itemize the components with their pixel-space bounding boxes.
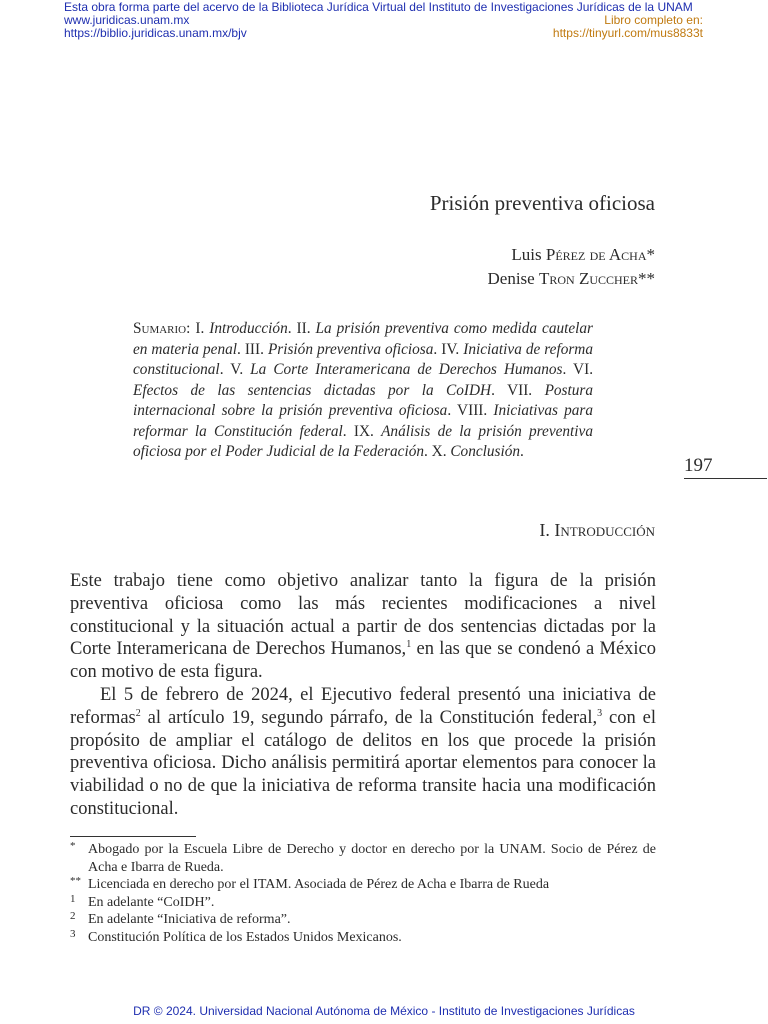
author-surname: Tron Zuccher [538,269,638,288]
footnote-mark: 1 [70,892,76,905]
summary-num: IX. [353,422,374,440]
paragraph-1: Este trabajo tiene como objetivo analizar tanto la figura de la prisión preventiva oficiosa como las más recientes modificaciones a nivel constitucional y la situación actual a partir de dos sentencias dictadas por la Corte Interamericana de Derechos Humanos,$^1$ en las que se condenó a México con motivo de esta figura. [70,571,657,683]
footnote-ref[interactable]: 1 [406,639,412,651]
summary-item: Iniciativas para reformar la Constitución federal [133,402,594,440]
copyright-footer: DR © 2024. Universidad Nacional Autónoma de México - Instituto de Investigaciones Jurídicas [133,1004,635,1018]
footnote [70,876,656,894]
header-notice: Esta obra forma parte del acervo de la Biblioteca Jurídica Virtual del Instituto de Investigaciones Jurídicas de la UNAM [64,0,693,14]
summary-label: Sumario [133,320,187,337]
author-first-name: Denise [487,269,539,288]
summary-num: II. [296,320,311,337]
summary-num: VIII. [457,402,488,419]
summary-num: III. [244,340,264,358]
summary-num: X. [431,443,447,460]
author-first-name: Luis [511,245,546,264]
footnote [70,911,656,929]
summary-num: VI. [573,361,594,378]
footnote [70,841,656,876]
author-2 [488,269,656,289]
summary-item: La prisión preventiva como medida cautelar en materia penal [133,320,594,358]
summary-item: Prisión preventiva oficiosa [267,340,434,358]
footnotes [70,841,656,946]
summary-item: Conclusión [450,443,521,460]
footnote-text: Abogado por la Escuela Libre de Derecho y doctor en derecho por la UNAM. Socio de Pérez de Acha e Ibarra de Rueda. [88,842,656,875]
bjv-link[interactable]: https://biblio.juridicas.unam.mx/bjv [64,26,247,40]
footnote-text: En adelante “CoIDH”. [88,894,215,910]
paragraph-2: El 5 de febrero de 2024, el Ejecutivo federal presentó una iniciativa de reformas$^2$ al artículo 19, segundo párrafo, de la Constitución federal,$^3$ con el propósito de ampliar el catálogo de delitos en los que procede la prisión preventiva oficiosa. Dicho análisis permitirá aportar elementos para conocer la viabilidad o no de que la iniciativa de reforma transite hacia una modificación constitucional. [70,684,657,819]
summary-num: VII. [507,381,533,399]
summary-item: Efectos de las sentencias dictadas por la CoIDH [133,381,492,399]
summary-num: V. [230,361,244,378]
footnote-mark: 2 [70,910,76,922]
footnote-text: En adelante “Iniciativa de reforma”. [88,912,291,927]
author-surname: Pérez de Acha [545,245,647,264]
author-1 [511,245,655,265]
section-heading [539,520,655,541]
book-label: Libro completo en: [604,13,703,27]
footnote-mark: 3 [70,927,76,940]
summary-item: Introducción [209,320,288,337]
summary-item: La Corte Interamericana de Derechos Humanos [250,361,563,378]
footnote [70,894,656,912]
footnote-mark: ** [70,875,81,887]
footnote-ref[interactable]: 2 [135,707,141,719]
footnote [70,929,656,947]
summary-item: Análisis de la prisión preventiva oficiosa por el Poder Judicial de la Federación [133,422,593,460]
page-number: 197 [684,455,713,476]
summary: Sumario: I. Introducción. II. La prisión preventiva como medida cautelar en materia penal. III. Prisión preventiva oficiosa. IV. Iniciativa de reforma constitucional. V. La Corte Interamericana de Derechos Humanos. VI. Efectos de las sentencias dictadas por la CoIDH. VII. Postura internacional sobre la prisión preventiva oficiosa. VIII. Iniciativas para reformar la Constitución federal. IX. Análisis de la prisión preventiva oficiosa por el Poder Judicial de la Federación. X. Conclusión. [133,320,594,460]
author-mark: ** [638,269,655,288]
book-link[interactable]: https://tinyurl.com/mus8833t [552,26,703,40]
footnote-mark: * [70,840,76,852]
chapter-title: Prisión preventiva oficiosa [429,191,655,215]
page-number-rule [684,478,767,479]
summary-item: Iniciativa de reforma constitucional [133,340,593,378]
summary-num: IV. [441,340,460,358]
summary-num: I. [195,320,205,337]
section-number: I. [539,520,550,540]
summary-item: Postura internacional sobre la prisión preventiva oficiosa [133,381,594,419]
author-mark: * [646,245,655,264]
footnote-ref[interactable]: 3 [597,707,603,719]
footnote-text: Constitución Política de los Estados Unidos Mexicanos. [88,929,402,945]
section-title: Introducción [554,520,655,540]
site-link[interactable]: www.juridicas.unam.mx [64,13,190,27]
footnote-rule [70,836,196,837]
body-text [70,570,656,821]
footnote-text: Licenciada en derecho por el ITAM. Asociada de Pérez de Acha e Ibarra de Rueda [88,877,550,892]
